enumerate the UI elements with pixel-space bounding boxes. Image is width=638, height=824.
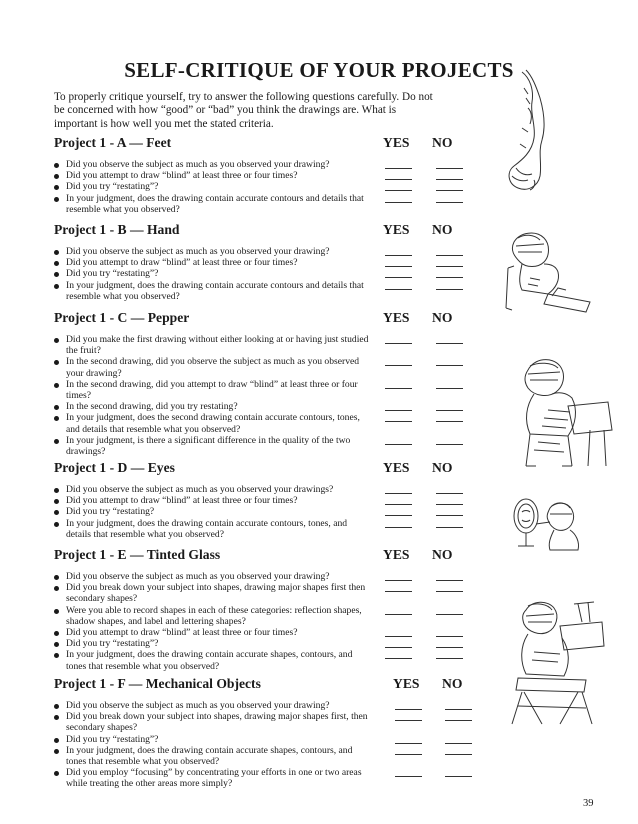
bullet-icon (54, 197, 59, 202)
yes-answer-blank[interactable] (385, 636, 412, 637)
no-answer-blank[interactable] (436, 343, 463, 344)
no-answer-blank[interactable] (436, 179, 463, 180)
yes-answer-blank[interactable] (395, 709, 422, 710)
question-text: In your judgment, is there a significant difference in the quality of the two drawings? (66, 434, 351, 458)
question-text: Did you try “restating”? (66, 268, 159, 280)
hand-sketch-illustration (500, 228, 600, 318)
pepper-drawing-student-illustration (508, 350, 618, 470)
bullet-icon (54, 738, 59, 743)
bullet-icon (54, 338, 59, 343)
no-answer-blank[interactable] (436, 636, 463, 637)
yes-answer-blank[interactable] (385, 614, 412, 615)
section-header (52, 222, 482, 244)
section-header (52, 547, 482, 569)
no-column-label: NO (432, 310, 453, 325)
question-text: Did you attempt to draw “blind” at least three or four times? (66, 627, 298, 639)
no-answer-blank[interactable] (436, 527, 463, 528)
question-item (52, 159, 371, 170)
question-text: Did you attempt to draw “blind” at least three or four times? (66, 495, 298, 507)
yes-answer-blank[interactable] (385, 410, 412, 411)
question-text: In your judgment, does the drawing contain accurate contours, tones, and details that resemble what you observed? (66, 517, 348, 540)
yes-answer-blank[interactable] (395, 754, 422, 755)
question-item (52, 435, 371, 457)
no-answer-blank[interactable] (436, 591, 463, 592)
no-answer-blank[interactable] (436, 410, 463, 411)
question-item (52, 401, 371, 412)
yes-answer-blank[interactable] (385, 277, 412, 278)
question-item (52, 181, 371, 192)
question-item (52, 649, 371, 671)
question-text: Were you able to record shapes in each of these categories: reflection shapes, shadow shapes, and label and lettering shapes? (66, 604, 362, 627)
bullet-icon (54, 272, 59, 277)
question-item (52, 571, 371, 582)
question-text: Did you attempt to draw “blind” at least three or four times? (66, 170, 298, 182)
bullet-icon (54, 749, 59, 754)
bullet-icon (54, 360, 59, 365)
bullet-icon (54, 488, 59, 493)
bullet-icon (54, 653, 59, 658)
bullet-icon (54, 383, 59, 388)
section-header (52, 310, 482, 332)
yes-column-label: YES (383, 310, 410, 325)
question-text: Did you observe the subject as much as you observed your drawing? (66, 159, 330, 170)
no-answer-blank[interactable] (445, 720, 472, 721)
yes-answer-blank[interactable] (385, 504, 412, 505)
bullet-icon (54, 642, 59, 647)
question-item (52, 484, 371, 495)
no-answer-blank[interactable] (436, 421, 463, 422)
question-text: Did you try “restating”? (66, 638, 159, 650)
yes-answer-blank[interactable] (385, 658, 412, 659)
yes-answer-blank[interactable] (385, 289, 412, 290)
yes-answer-blank[interactable] (385, 190, 412, 191)
no-answer-blank[interactable] (436, 289, 463, 290)
question-item (52, 170, 371, 181)
question-item (52, 638, 371, 649)
question-item (52, 506, 371, 517)
bullet-icon (54, 609, 59, 614)
no-answer-blank[interactable] (445, 709, 472, 710)
bullet-icon (54, 261, 59, 266)
yes-answer-blank[interactable] (385, 179, 412, 180)
question-text: Did you try “restating”? (66, 181, 159, 193)
question-item (52, 767, 371, 789)
question-item (52, 356, 371, 378)
no-answer-blank[interactable] (436, 202, 463, 203)
question-item (52, 379, 371, 401)
bullet-icon (54, 416, 59, 421)
tinted-glass-student-illustration (498, 596, 608, 726)
question-text: In the second drawing, did you observe the subject as much as you observed your drawing? (66, 356, 360, 379)
section-header (52, 676, 482, 698)
no-answer-blank[interactable] (436, 388, 463, 389)
question-text: Did you try “restating”? (66, 733, 159, 745)
yes-answer-blank[interactable] (385, 266, 412, 267)
question-text: In the second drawing, did you attempt to draw “blind” at least three or four times? (66, 378, 358, 402)
question-text: Did you attempt to draw “blind” at least three or four times? (66, 257, 298, 269)
yes-answer-blank[interactable] (385, 168, 412, 169)
feet-sketch-illustration (492, 68, 562, 198)
no-answer-blank[interactable] (436, 504, 463, 505)
section-title: Project 1 - E — Tinted Glass (54, 547, 221, 562)
no-answer-blank[interactable] (436, 647, 463, 648)
bullet-icon (54, 575, 59, 580)
no-column-label: NO (432, 460, 453, 475)
section-title: Project 1 - D — Eyes (54, 460, 175, 475)
page-number: 39 (583, 798, 594, 809)
yes-column-label: YES (383, 460, 410, 475)
no-answer-blank[interactable] (436, 658, 463, 659)
question-text: Did you observe the subject as much as you observed your drawing? (66, 246, 330, 257)
yes-answer-blank[interactable] (385, 444, 412, 445)
yes-answer-blank[interactable] (385, 493, 412, 494)
question-item (52, 745, 371, 767)
section-tinted-glass (52, 547, 482, 672)
section-hand (52, 222, 482, 302)
question-item (52, 268, 371, 279)
yes-answer-blank[interactable] (385, 515, 412, 516)
no-column-label: NO (432, 222, 453, 237)
no-answer-blank[interactable] (445, 754, 472, 755)
question-text: In the second drawing, did you try restating? (66, 401, 238, 413)
yes-answer-blank[interactable] (385, 580, 412, 581)
yes-answer-blank[interactable] (385, 591, 412, 592)
question-item (52, 700, 371, 711)
bullet-icon (54, 715, 59, 720)
bullet-icon (54, 631, 59, 636)
section-title: Project 1 - B — Hand (54, 222, 180, 237)
yes-answer-blank[interactable] (385, 202, 412, 203)
bullet-icon (54, 439, 59, 444)
page-title: SELF-CRITIQUE OF YOUR PROJECTS (124, 58, 514, 82)
no-answer-blank[interactable] (436, 365, 463, 366)
question-text: In your judgment, does the drawing contain accurate shapes, contours, and tones that resemble what you observed? (66, 649, 353, 672)
bullet-icon (54, 522, 59, 527)
question-text: Did you break down your subject into shapes, drawing major shapes first then secondary shapes? (66, 582, 366, 605)
no-answer-blank[interactable] (436, 493, 463, 494)
yes-answer-blank[interactable] (385, 365, 412, 366)
section-eyes (52, 460, 482, 540)
question-text: Did you try “restating? (66, 506, 155, 518)
section-title: Project 1 - F — Mechanical Objects (54, 676, 261, 691)
yes-answer-blank[interactable] (385, 527, 412, 528)
question-text: In your judgment, does the drawing contain accurate contours and details that resemble what you observed? (66, 192, 364, 215)
question-text: In your judgment, does the drawing contain accurate contours and details that resemble what you observed? (66, 279, 364, 302)
bullet-icon (54, 163, 59, 168)
question-item (52, 495, 371, 506)
yes-answer-blank[interactable] (385, 343, 412, 344)
eyes-mirror-illustration (506, 494, 586, 552)
no-answer-blank[interactable] (436, 580, 463, 581)
question-text: Did you observe the subject as much as you observed your drawing? (66, 700, 330, 711)
question-text: Did you make the first drawing without either looking at or having just studied the fruit? (66, 334, 369, 357)
no-column-label: NO (432, 547, 453, 562)
no-answer-blank[interactable] (436, 444, 463, 445)
yes-answer-blank[interactable] (395, 776, 422, 777)
bullet-icon (54, 771, 59, 776)
question-text: In your judgment, does the second drawing contain accurate contours, tones, and details that resemble what you observed? (66, 412, 360, 435)
bullet-icon (54, 510, 59, 515)
no-answer-blank[interactable] (445, 743, 472, 744)
bullet-icon (54, 174, 59, 179)
question-item (52, 582, 371, 604)
question-item (52, 193, 371, 215)
section-header (52, 135, 482, 157)
yes-answer-blank[interactable] (395, 720, 422, 721)
yes-answer-blank[interactable] (385, 388, 412, 389)
no-answer-blank[interactable] (436, 266, 463, 267)
section-title: Project 1 - C — Pepper (54, 310, 190, 325)
yes-answer-blank[interactable] (395, 743, 422, 744)
bullet-icon (54, 405, 59, 410)
bullet-icon (54, 284, 59, 289)
question-item (52, 334, 371, 356)
bullet-icon (54, 704, 59, 709)
yes-answer-blank[interactable] (385, 647, 412, 648)
bullet-icon (54, 185, 59, 190)
question-item (52, 711, 371, 733)
yes-column-label: YES (383, 547, 410, 562)
no-answer-blank[interactable] (436, 190, 463, 191)
yes-answer-blank[interactable] (385, 255, 412, 256)
question-text: Did you break down your subject into shapes, drawing major shapes first, then secondary shapes? (66, 711, 368, 734)
no-answer-blank[interactable] (436, 515, 463, 516)
question-item (52, 605, 371, 627)
section-feet (52, 135, 482, 215)
no-column-label: NO (432, 135, 453, 150)
bullet-icon (54, 250, 59, 255)
section-header (52, 460, 482, 482)
no-answer-blank[interactable] (436, 168, 463, 169)
no-answer-blank[interactable] (436, 255, 463, 256)
section-mechanical-objects (52, 676, 482, 790)
question-text: Did you observe the subject as much as you observed your drawings? (66, 484, 334, 495)
yes-column-label: YES (393, 676, 420, 691)
yes-answer-blank[interactable] (385, 421, 412, 422)
question-text: Did you employ “focusing” by concentrating your efforts in one or two areas while treating the other areas more simply? (66, 767, 362, 790)
question-item (52, 280, 371, 302)
no-column-label: NO (442, 676, 463, 691)
question-text: Did you observe the subject as much as you observed your drawing? (66, 571, 330, 582)
bullet-icon (54, 586, 59, 591)
section-title: Project 1 - A — Feet (54, 135, 172, 150)
question-item (52, 257, 371, 268)
yes-column-label: YES (383, 135, 410, 150)
yes-column-label: YES (383, 222, 410, 237)
intro-paragraph: To properly critique yourself, try to answer the following questions carefully. Do not be concerned with how “good” or “bad” you think the drawings are. What is important is how well you met the stated criteria. (54, 91, 433, 130)
no-answer-blank[interactable] (445, 776, 472, 777)
no-answer-blank[interactable] (436, 614, 463, 615)
question-item (52, 734, 371, 745)
section-pepper (52, 310, 482, 457)
question-item (52, 246, 371, 257)
no-answer-blank[interactable] (436, 277, 463, 278)
question-item (52, 518, 371, 540)
bullet-icon (54, 499, 59, 504)
question-item (52, 627, 371, 638)
question-text: In your judgment, does the drawing contain accurate shapes, contours, and tones that resemble what you observed? (66, 744, 353, 768)
question-item (52, 412, 371, 434)
